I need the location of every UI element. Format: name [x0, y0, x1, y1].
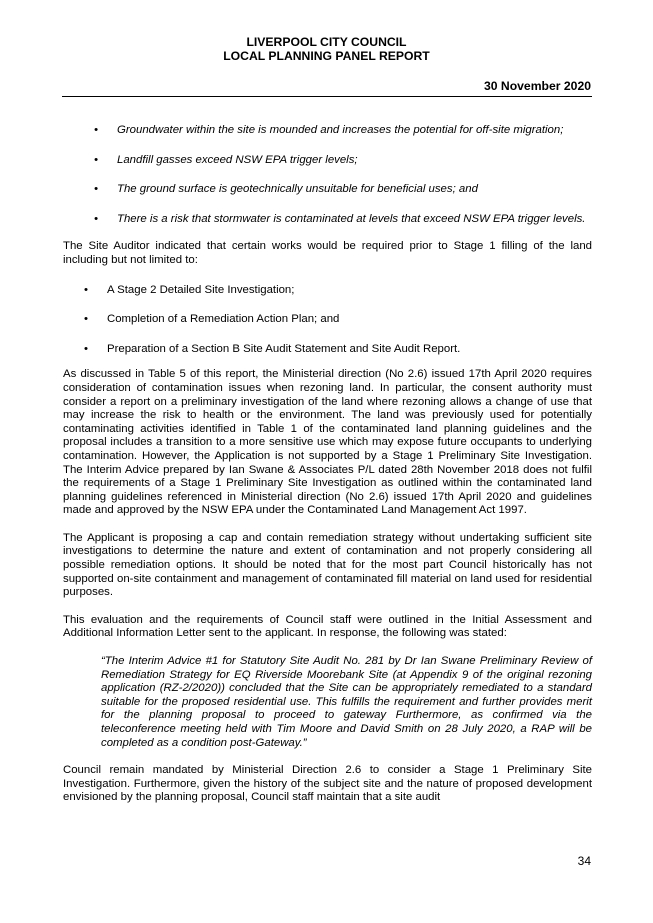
- list-item: • Completion of a Remediation Action Plan; and: [84, 313, 340, 326]
- bullet-icon: •: [84, 283, 88, 296]
- required-works-list: [76, 284, 592, 357]
- paragraph-evaluation: This evaluation and the requirements of Council staff were outlined in the Initial Assessment and Additional Information Letter sent to the applicant. In response, the following was stated:: [63, 613, 592, 640]
- report-date: 30 November 2020: [483, 79, 591, 93]
- list-item: • The ground surface is geotechnically unsuitable for beneficial uses; and: [94, 183, 478, 196]
- page-number: 34: [577, 854, 591, 868]
- bullet-icon: •: [94, 183, 98, 196]
- quoted-response: “The Interim Advice #1 for Statutory Site Audit No. 281 by Dr Ian Swane Preliminary Review of Remediation Strategy for EQ Riverside Moorebank Site (at Appendix 9 of the original rezoning application (RZ-2/2020)) concluded that the Site can be appropriately remediated to a standard suitable for the proposed residential use. This fulfills the requirement and further provides merit for the planning proposal to proceed to gateway Furthermore, as confirmed via the teleconference meeting held with Tim Moore and David Smith on 28 July 2020, a RAP will be completed as a condition post-Gateway.”: [101, 655, 592, 749]
- paragraph-council-mandate: Council remain mandated by Ministerial Direction 2.6 to consider a Stage 1 Preliminary Site Investigation. Furthermore, given the history of the subject site and the nature of proposed development envisioned by the planning proposal, Council staff maintain that a site audit: [63, 764, 592, 804]
- report-title: LOCAL PLANNING PANEL REPORT: [223, 48, 430, 63]
- list-item: • Preparation of a Section B Site Audit Statement and Site Audit Report.: [84, 342, 461, 355]
- council-name: LIVERPOOL CITY COUNCIL: [246, 35, 407, 49]
- bullet-icon: •: [94, 153, 98, 166]
- bullet-icon: •: [94, 124, 98, 136]
- report-header: [0, 36, 653, 63]
- page-body: [63, 124, 592, 819]
- header-rule: [62, 96, 592, 97]
- paragraph-ministerial-direction: As discussed in Table 5 of this report, the Ministerial direction (No 2.6) issued 17th April 2020 requires consideration of contamination issues when rezoning land. In particular, the consent authority must consider a report on a preliminary investigation of the land where rezoning allows a change of use that may increase the risk to health or the environment. The land was previously used for potentially contaminating activities identified in Table 1 of the contaminated land planning guidelines and the proposal includes a transition to a more sensitive use which may expose future occupants to underlying contamination. However, the Application is not supported by a Stage 1 Preliminary Site Investigation. The Interim Advice prepared by Ian Swane & Associates P/L dated 28th November 2018 does not fulfil the requirements of a Stage 1 Preliminary Site Investigation as outlined within the contaminated land planning guidelines referenced in Ministerial direction (No 2.6) issued 17th April 2020 and guidelines made and approved by the NSW EPA under the Contaminated Land Management Act 1997.: [63, 368, 592, 517]
- contamination-findings-list: [76, 124, 592, 226]
- list-item: • Landfill gasses exceed NSW EPA trigger levels;: [94, 153, 358, 166]
- paragraph-applicant-strategy: The Applicant is proposing a cap and contain remediation strategy without undertaking sufficient site investigations to determine the nature and extent of contamination and not properly considering all possible remediation options. It should be noted that for the most part Council historically has not supported on-site containment and management of contaminated fill material on land used for residential purposes.: [63, 531, 592, 599]
- bullet-icon: •: [94, 212, 98, 225]
- bullet-icon: •: [84, 313, 88, 326]
- list-item: • Groundwater within the site is mounded and increases the potential for off-site migration;: [94, 124, 564, 136]
- bullet-icon: •: [84, 342, 88, 355]
- list-item: • There is a risk that stormwater is contaminated at levels that exceed NSW EPA trigger levels.: [94, 212, 586, 225]
- paragraph-site-auditor: The Site Auditor indicated that certain works would be required prior to Stage 1 filling of the land including but not limited to:: [63, 240, 592, 266]
- list-item: • A Stage 2 Detailed Site Investigation;: [84, 283, 295, 296]
